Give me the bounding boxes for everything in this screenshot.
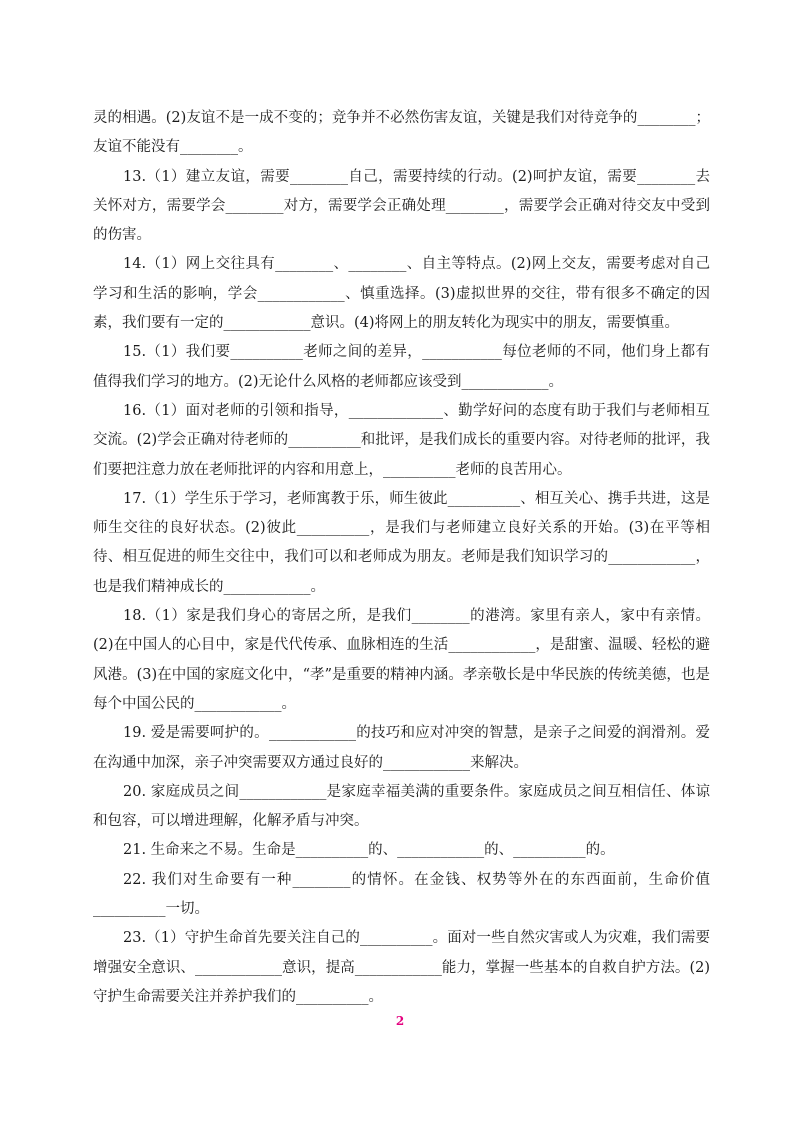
question-21: 21. 生命来之不易。生命是__________的、____________的、__________的。 [123, 842, 615, 859]
paragraph-continuation: 灵的相遇。(2)友谊不是一成不变的；竞争并不必然伤害友谊，关键是我们对待竞争的________；友谊不能没有________。 [93, 110, 710, 156]
question-15: 15.（1）我们要__________老师之间的差异，___________每位老师的不同，他们身上都有值得我们学习的地方。(2)无论什么风格的老师都应该受到____________。 [93, 344, 710, 390]
question-17: 17.（1）学生乐于学习，老师寓教于乐，师生彼此__________、相互关心、携手共进，这是师生交往的良好状态。(2)彼此__________，是我们与老师建立良好关系的开始。(3)在平等相待、相互促进的师生交往中，我们可以和老师成为朋友。老师是我们知识学习的____________，也是我们精神成长的____________。 [93, 490, 710, 595]
question-16: 16.（1）面对老师的引领和指导，_____________、勤学好问的态度有助于我们与老师相互交流。(2)学会正确对待老师的__________和批评，是我们成长的重要内容。对待老师的批评，我们要把注意力放在老师批评的内容和用意上，__________老师的良苦用心。 [93, 402, 710, 478]
question-18: 18.（1）家是我们身心的寄居之所，是我们________的港湾。家里有亲人，家中有亲情。(2)在中国人的心目中，家是代代传承、血脉相连的生活____________，是甜蜜、温暖、轻松的避风港。(3)在中国的家庭文化中，“孝”是重要的精神内涵。孝亲敬长是中华民族的传统美德，也是每个中国公民的____________。 [93, 608, 710, 712]
question-23: 23.（1）守护生命首先要关注自己的__________。面对一些自然灾害或人为灾难，我们需要增强安全意识、____________意识，提高____________能力，掌握一些基本的自救自护方法。(2)守护生命需要关注并养护我们的__________。 [93, 930, 710, 1005]
question-13: 13.（1）建立友谊，需要________自己，需要持续的行动。(2)呵护友谊，需要________去关怀对方，需要学会________对方，需要学会正确处理________，需要学会正确对待交友中受到的伤害。 [93, 168, 710, 244]
question-20: 20. 家庭成员之间____________是家庭幸福美满的重要条件。家庭成员之间互相信任、体谅和包容，可以增进理解，化解矛盾与冲突。 [93, 783, 710, 830]
question-22: 22. 我们对生命要有一种________的情怀。在金钱、权势等外在的东西面前，生命价值__________一切。 [93, 871, 710, 918]
page-number: 2 [395, 1014, 405, 1028]
question-14: 14.（1）网上交往具有________、________、自主等特点。(2)网上交友，需要考虑对自己学习和生活的影响，学会____________、慎重选择。(3)虚拟世界的交往，带有很多不确定的因素，我们要有一定的____________意识。(4)将网上的朋友转化为现实中的朋友，需要慎重。 [93, 256, 710, 332]
question-19: 19. 爱是需要呵护的。____________的技巧和应对冲突的智慧，是亲子之间爱的润滑剂。爱在沟通中加深，亲子冲突需要双方通过良好的____________来解决。 [93, 725, 710, 771]
